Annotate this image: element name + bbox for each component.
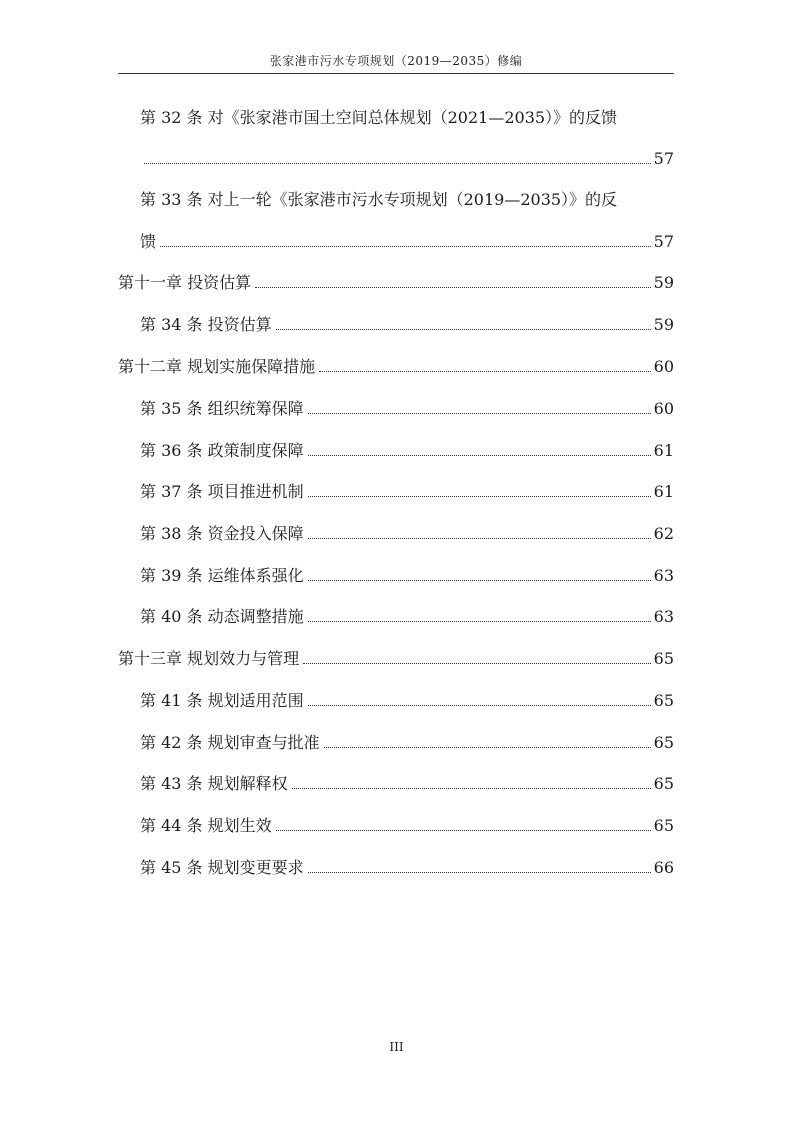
toc-entry-32-line2[interactable] <box>140 148 674 170</box>
toc-entry-39[interactable] <box>140 565 674 587</box>
toc-entry-40[interactable] <box>140 606 674 628</box>
leader-dots <box>319 371 651 372</box>
toc-entry-34-title: 第 34 条 投资估算 <box>140 315 272 334</box>
leader-dots <box>308 455 651 456</box>
toc-entry-33-page: 57 <box>653 232 674 251</box>
leader-dots <box>324 747 651 748</box>
toc-entry-44-title: 第 44 条 规划生效 <box>140 816 272 835</box>
leader-dots <box>308 705 651 706</box>
toc-entry-42-title: 第 42 条 规划审查与批准 <box>140 733 320 752</box>
toc-entry-41[interactable] <box>140 690 674 712</box>
leader-dots <box>303 663 651 664</box>
toc-entry-40-page: 63 <box>653 607 674 626</box>
toc-entry-37-page: 61 <box>653 482 674 501</box>
toc-entry-45[interactable] <box>140 857 674 879</box>
leader-dots <box>276 329 651 330</box>
toc-entry-42[interactable] <box>140 732 674 754</box>
toc-entry-33-line2[interactable] <box>140 231 674 253</box>
toc-chapter-11-page: 59 <box>653 273 674 292</box>
leader-dots <box>276 830 651 831</box>
toc-entry-36[interactable] <box>140 440 674 462</box>
toc-entry-44[interactable] <box>140 815 674 837</box>
leader-dots <box>308 538 651 539</box>
leader-dots <box>308 413 651 414</box>
toc-entry-33-line1[interactable]: 第 33 条 对上一轮《张家港市污水专项规划（2019—2035）》的反 <box>140 190 618 209</box>
toc-entry-39-title: 第 39 条 运维体系强化 <box>140 566 304 585</box>
toc-entry-37[interactable] <box>140 481 674 503</box>
toc-chapter-12-title: 第十二章 规划实施保障措施 <box>118 357 316 376</box>
toc-entry-36-title: 第 36 条 政策制度保障 <box>140 441 304 460</box>
toc-chapter-13-title: 第十三章 规划效力与管理 <box>118 649 300 668</box>
leader-dots <box>144 163 651 164</box>
toc-entry-45-title: 第 45 条 规划变更要求 <box>140 858 304 877</box>
toc-entry-43-page: 65 <box>653 774 674 793</box>
toc-chapter-12-page: 60 <box>653 357 674 376</box>
toc-entry-41-title: 第 41 条 规划适用范围 <box>140 691 304 710</box>
toc-entry-37-title: 第 37 条 项目推进机制 <box>140 482 304 501</box>
toc-entry-35[interactable] <box>140 398 674 420</box>
toc-chapter-13-page: 65 <box>653 649 674 668</box>
toc-entry-38-title: 第 38 条 资金投入保障 <box>140 524 304 543</box>
leader-dots <box>308 621 651 622</box>
toc-entry-45-page: 66 <box>653 858 674 877</box>
toc-entry-35-page: 60 <box>653 399 674 418</box>
leader-dots <box>160 246 651 247</box>
leader-dots <box>308 872 651 873</box>
running-header: 张家港市污水专项规划（2019—2035）修编 <box>269 54 523 68</box>
leader-dots <box>308 580 651 581</box>
toc-entry-42-page: 65 <box>653 733 674 752</box>
toc-entry-40-title: 第 40 条 动态调整措施 <box>140 607 304 626</box>
toc-entry-34-page: 59 <box>653 315 674 334</box>
leader-dots <box>308 496 651 497</box>
toc-entry-32-page: 57 <box>653 149 674 168</box>
toc-entry-35-title: 第 35 条 组织统筹保障 <box>140 399 304 418</box>
toc-entry-38[interactable] <box>140 523 674 545</box>
header-rule <box>118 73 674 74</box>
toc-entry-36-page: 61 <box>653 441 674 460</box>
toc-entry-44-page: 65 <box>653 816 674 835</box>
toc-chapter-12[interactable] <box>118 356 674 378</box>
leader-dots <box>292 788 651 789</box>
toc-entry-38-page: 62 <box>653 524 674 543</box>
toc-entry-39-page: 63 <box>653 566 674 585</box>
page-number: III <box>389 1040 404 1054</box>
toc-entry-43-title: 第 43 条 规划解释权 <box>140 774 288 793</box>
toc-entry-43[interactable] <box>140 773 674 795</box>
leader-dots <box>255 287 651 288</box>
toc-chapter-13[interactable] <box>118 648 674 670</box>
toc-chapter-11-title: 第十一章 投资估算 <box>118 273 252 292</box>
toc-entry-33-cont: 馈 <box>140 232 157 251</box>
toc-chapter-11[interactable] <box>118 272 674 294</box>
toc-entry-32-line1[interactable]: 第 32 条 对《张家港市国土空间总体规划（2021—2035）》的反馈 <box>140 108 618 127</box>
toc-entry-41-page: 65 <box>653 691 674 710</box>
toc-entry-34[interactable] <box>140 314 674 336</box>
